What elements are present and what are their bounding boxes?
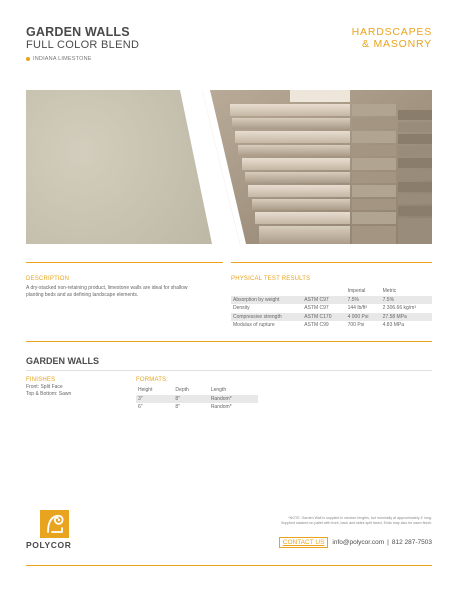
- table-header-row: [136, 386, 258, 395]
- table-cell: 7.5%: [381, 296, 432, 305]
- table-header-row: [231, 287, 432, 296]
- table-header-cell: Height: [138, 387, 153, 394]
- table-cell: Random*: [210, 404, 232, 411]
- physical-tests-rule: [231, 262, 432, 263]
- table-cell: ASTM C97: [304, 305, 329, 312]
- table-cell: Density: [233, 305, 250, 312]
- category-line-2: & MASONRY: [361, 38, 432, 50]
- logo-mark-icon: [40, 510, 69, 538]
- table-cell: 144 lb/ft³: [347, 305, 368, 312]
- table-row: [231, 304, 432, 313]
- table-row: [231, 313, 432, 322]
- table-cell: 700 Psi: [347, 322, 365, 329]
- table-cell: 3": [136, 395, 173, 404]
- contact-email[interactable]: info@polycor.com: [332, 539, 385, 546]
- footer-note-line: Supplied stacked on pallet with front, back and sides split faced. Ends may also be sawn finish.: [280, 521, 432, 525]
- section-divider: [26, 341, 432, 342]
- table-row: [136, 403, 258, 412]
- finishes-list: [26, 384, 71, 398]
- table-header-cell: Imperial: [347, 288, 366, 295]
- finish-item: Front: Split Face: [26, 384, 63, 390]
- table-cell: 2 306.66 kg/m³: [382, 305, 416, 312]
- table-header-cell: [231, 287, 302, 296]
- page-subtitle: FULL COLOR BLEND: [26, 39, 140, 51]
- table-header-cell: [302, 287, 345, 296]
- table-cell: 8": [175, 404, 180, 411]
- table-cell: ASTM C170: [302, 313, 345, 322]
- stacked-wall-illustration: [180, 90, 432, 244]
- footer-rule: [26, 565, 432, 566]
- footer-note: [232, 516, 432, 526]
- stone-type-row: [26, 56, 92, 62]
- table-cell: ASTM C97: [302, 296, 345, 305]
- physical-tests-label: PHYSICAL TEST RESULTS: [231, 276, 311, 282]
- table-cell: Random*: [209, 395, 258, 404]
- description-rule: [26, 262, 223, 263]
- product-title: GARDEN WALLS: [26, 356, 99, 366]
- table-cell: Compressive strength: [231, 313, 302, 322]
- table-cell: Absorption by weight: [231, 296, 302, 305]
- table-header-cell: Depth: [175, 387, 189, 394]
- contact-row: [279, 537, 432, 548]
- table-cell: ASTM C99: [304, 322, 329, 329]
- contact-separator: |: [387, 539, 389, 546]
- formats-table: [136, 386, 258, 412]
- stacked-wall-photo: [180, 90, 432, 244]
- table-cell: 6": [138, 404, 143, 411]
- description-label: DESCRIPTION: [26, 276, 70, 282]
- table-row: [231, 296, 432, 305]
- bullet-dot-icon: [26, 57, 30, 61]
- table-cell: Modulus of rupture: [233, 322, 275, 329]
- table-cell: 8": [173, 395, 208, 404]
- table-cell: 7.5%: [346, 296, 381, 305]
- finish-item: Top & Bottom: Sawn: [26, 391, 72, 397]
- table-cell: 27.58 MPa: [381, 313, 432, 322]
- category-line-1: HARDSCAPES: [351, 26, 432, 38]
- polycor-logo-icon: [40, 510, 69, 538]
- description-text: A dry-stacked non-retaining product, limestone walls are ideal for shallow planting beds and as defining landscape elements.: [26, 285, 188, 298]
- table-row: [136, 395, 258, 404]
- contact-us-link[interactable]: CONTACT US: [279, 537, 329, 548]
- table-row: [231, 321, 432, 330]
- page-title: GARDEN WALLS: [26, 25, 130, 39]
- physical-tests-table: [231, 287, 432, 330]
- table-cell: 4.83 MPa: [382, 322, 405, 329]
- table-header-cell: Metric: [382, 288, 397, 295]
- stone-type: INDIANA LIMESTONE: [33, 56, 92, 62]
- table-cell: 4 000 Psi: [346, 313, 381, 322]
- finishes-label: FINISHES: [26, 377, 56, 383]
- formats-label: FORMATS:: [136, 377, 169, 383]
- category-heading: [352, 26, 432, 50]
- brand-name: POLYCOR: [26, 540, 72, 550]
- table-header-cell: Length: [210, 387, 227, 394]
- product-title-rule: [26, 370, 432, 371]
- footer-note-line: *NOTE: Garden Wall is supplied in random lengths, but nominally at approximately 4' long.: [288, 516, 432, 520]
- contact-phone[interactable]: 812 287-7503: [391, 539, 432, 546]
